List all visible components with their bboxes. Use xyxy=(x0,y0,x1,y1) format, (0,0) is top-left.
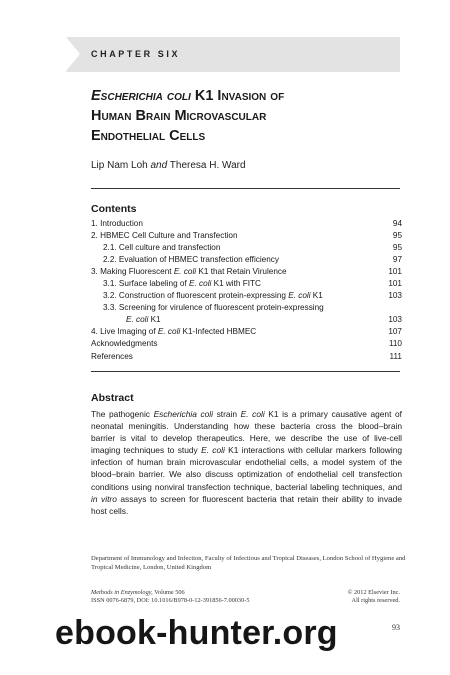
toc-page: 101 xyxy=(388,267,402,277)
toc-page: 111 xyxy=(389,351,402,361)
toc-title: Acknowledgments xyxy=(91,339,158,349)
publication-meta xyxy=(91,589,400,606)
page-number: 93 xyxy=(392,623,400,632)
title-line-2: Human Brain Microvascular xyxy=(91,108,267,124)
title-italic: Escherichia coli xyxy=(91,88,191,104)
affiliation: Department of Immunology and Infection, Faculty of Infectious and Tropical Diseases, London School of Hygiene and Tropical Medicine, London, United Kingdom xyxy=(91,555,406,571)
abstract-body: The pathogenic Escherichia coli strain E. coli K1 is a primary causative agent of neonatal meningitis. Understanding how these bacteria cross the blood–brain barrier is vital to develop therapeutics. Here, we describe the use of live-cell imaging techniques to study E. coli K1 interactions with cellular markers following infection of human brain microvascular endothelial cells, a model system of the blood–brain barrier. We also discuss optimization of endothelial cell transfection conditions using nonviral transfection technique, bacterial labeling techniques, and in vitro assays to screen for fluorescent bacteria that retain their ability to invade host cells. xyxy=(91,409,403,516)
toc-page: 95 xyxy=(392,231,402,241)
toc-row xyxy=(91,314,402,326)
toc-row xyxy=(91,278,402,290)
author-1: Lip Nam Loh xyxy=(91,160,148,171)
title-line-3: Endothelial Cells xyxy=(91,128,206,144)
chapter-title xyxy=(91,86,391,146)
contents-rule xyxy=(91,371,400,372)
issn-doi: ISSN 0076-6879, DOI: 10.1016/B978-0-12-391856-7.00030-5 xyxy=(91,597,250,605)
watermark: ebook-hunter.org xyxy=(55,614,338,652)
copyright: © 2012 Elsevier Inc. xyxy=(347,589,400,596)
toc-title: 3.2. Construction of fluorescent protein-expressing E. coli K1 xyxy=(103,291,323,301)
meta-row-journal xyxy=(91,589,400,597)
toc-title: 3. Making Fluorescent E. coli K1 that Retain Virulence xyxy=(91,267,287,277)
toc-page: 101 xyxy=(388,279,402,289)
toc-title: E. coli K1 xyxy=(126,315,161,325)
author-2: Theresa H. Ward xyxy=(169,160,246,171)
toc-title: 2.1. Cell culture and transfection xyxy=(103,243,221,253)
top-rule xyxy=(91,188,400,189)
authors xyxy=(91,160,246,171)
author-conjunction: and xyxy=(150,160,168,171)
toc-row xyxy=(91,242,402,254)
toc-page: 95 xyxy=(392,243,402,253)
chapter-label: CHAPTER SIX xyxy=(91,49,181,59)
toc-row xyxy=(91,218,402,230)
toc-row xyxy=(91,266,402,278)
abstract-heading: Abstract xyxy=(91,392,134,404)
toc-title: 3.3. Screening for virulence of fluorescent protein-expressing xyxy=(103,303,324,313)
title-line-1: Escherichia coli K1 Invasion of xyxy=(91,88,285,104)
toc-row xyxy=(91,254,402,266)
chapter-banner-notch xyxy=(66,37,80,71)
rights: All rights reserved. xyxy=(351,597,400,605)
toc-page: 103 xyxy=(388,291,402,301)
toc-title: 2.2. Evaluation of HBMEC transfection efficiency xyxy=(103,255,279,265)
toc-title: 1. Introduction xyxy=(91,219,143,228)
toc-row xyxy=(91,290,402,302)
toc-page: 94 xyxy=(392,219,402,228)
toc-page: 110 xyxy=(388,339,402,349)
toc-page: 103 xyxy=(388,315,402,325)
toc-row xyxy=(91,326,402,338)
journal-info: Methods in Enzymology, Volume 506 xyxy=(91,589,185,596)
table-of-contents xyxy=(91,218,402,363)
toc-title: 4. Live Imaging of E. coli K1-Infected HBMEC xyxy=(91,327,257,337)
toc-title: 3.1. Surface labeling of E. coli K1 with FITC xyxy=(103,279,261,289)
toc-page: 97 xyxy=(392,255,402,265)
contents-heading: Contents xyxy=(91,203,137,215)
toc-row xyxy=(91,230,402,242)
toc-row xyxy=(91,338,402,350)
toc-row xyxy=(91,351,402,363)
meta-row-issn xyxy=(91,597,400,605)
toc-row xyxy=(91,302,402,314)
toc-title: 2. HBMEC Cell Culture and Transfection xyxy=(91,231,238,241)
toc-title: References xyxy=(91,351,133,361)
toc-page: 107 xyxy=(388,327,402,337)
